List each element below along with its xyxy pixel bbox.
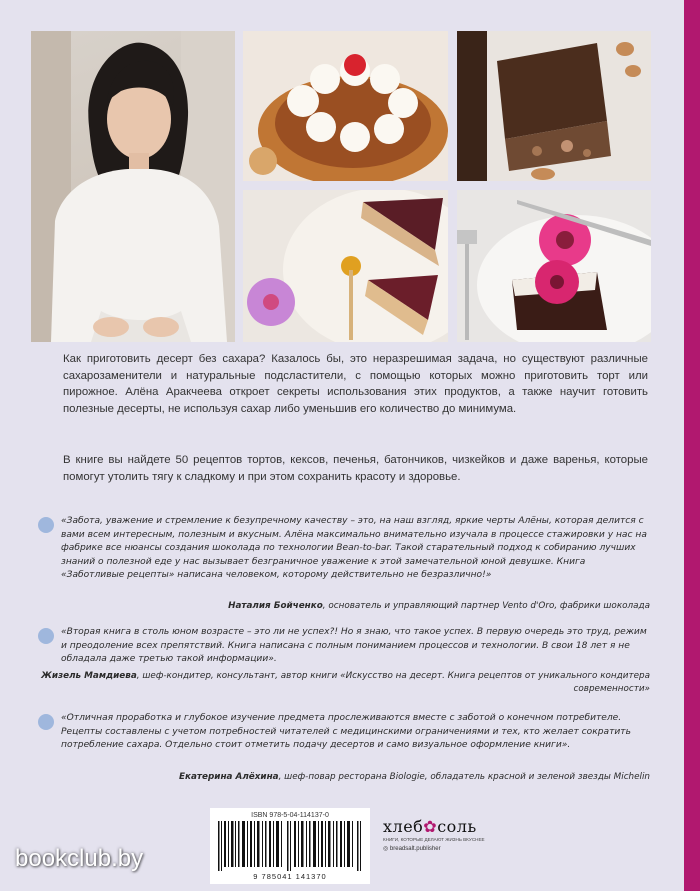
site-watermark: bookclub.by xyxy=(15,845,144,872)
publisher-tagline: КНИГИ, КОТОРЫЕ ДЕЛАЮТ ЖИЗНЬ ВКУСНЕЕ xyxy=(383,837,485,842)
isbn-label: ISBN 978-5-04-114137-0 xyxy=(251,812,329,819)
barcode-graphic xyxy=(216,821,364,871)
quote-2-author-name: Жизель Мамдиева xyxy=(41,671,137,681)
quote-1-author-name: Наталия Бойченко xyxy=(228,601,323,611)
quote-bullet-icon xyxy=(38,628,54,644)
publisher-name xyxy=(383,817,488,836)
publisher-name-part1: хлеб xyxy=(383,817,424,836)
isbn-number: 9 785041 141370 xyxy=(253,872,327,881)
quote-2-author-role: , шеф-кондитер, консультант, автор книги «Искусство на десерт. Книга рецептов от уникального кондитера современности» xyxy=(136,671,650,694)
quote-2-text: «Вторая книга в столь юном возрасте – это ли не успех?! Но я знаю, что такое успех. В первую очередь это труд, режим и преодоление всех препятствий. Книга написана с полным пониманием процессов и технологии. В свои 18 лет я не обладала даже третью такой информации». xyxy=(61,627,647,665)
flower-dessert-photo xyxy=(457,190,651,342)
chocolate-bars-photo xyxy=(457,31,651,181)
quote-1-author-role: , основатель и управляющий партнер Vento d'Oro, фабрики шоколада xyxy=(322,601,650,611)
description-paragraph-1: Как приготовить десерт без сахара? Казалось бы, это неразрешимая задача, но существуют различные сахарозаменители и натуральные подсластители, с помощью которых можно приготовить торт или пирожное. Алёна Аракчеева откроет секреты использования этих продуктов, а также научит готовить полезные десерты, не используя сахар либо уменьшив его количество до минимума. xyxy=(63,353,648,415)
quote-bullet-icon xyxy=(38,714,54,730)
isbn-barcode-box xyxy=(210,808,370,884)
quote-3-author-name: Екатерина Алёхина xyxy=(179,772,279,782)
quote-2-author xyxy=(30,670,650,696)
berry-cake-photo xyxy=(243,190,448,342)
quote-3-author xyxy=(30,771,650,784)
quote-3-author-role: , шеф-повар ресторана Biologie, обладатель красной и зеленой звезды Michelin xyxy=(278,772,650,782)
publisher-name-part2: соль xyxy=(437,817,477,836)
quote-3-text: «Отличная проработка и глубокое изучение предмета прослеживаются вместе с заботой о конечном потребителе. Рецепты составлены с учетом потребностей читателей с медицинскими ограничениями и тех, кто желает сократить потребление сахара. Отдельно стоит отметить подачу десертов и само визуальное оформление книги». xyxy=(61,713,631,751)
quote-bullet-icon xyxy=(38,517,54,533)
publisher-logo xyxy=(383,817,488,852)
quote-1-author xyxy=(30,600,650,613)
publisher-logo-mark-icon: ✿ xyxy=(423,817,438,836)
description-paragraph-2: В книге вы найдете 50 рецептов тортов, кексов, печенья, батончиков, чизкейков и даже варенья, которые помогут утолить тягу к сладкому и при этом сохранить красоту и здоровье. xyxy=(63,454,648,483)
cream-tart-photo xyxy=(243,31,448,181)
author-portrait-photo xyxy=(31,31,235,342)
quote-1-text: «Забота, уважение и стремление к безупречному качеству – это, на наш взгляд, яркие черты Алёны, которая делится с вами всем интересным, полезным и вкусным. Алёна максимально внимательно изучала в процессе стажировки у нас на фабрике все нюансы создания шоколада по технологии Bean-to-bar. Такой старательный подход к собиранию лучших знаний о полезной еде у нас вызывает безграничное уважение к этой замечательной юной девушке. Книга «Заботливые рецепты» написана человеком, которому действительно не безразлично!» xyxy=(61,516,647,581)
publisher-instagram-handle: ◎ breadsalt.publisher xyxy=(383,846,441,852)
accent-stripe xyxy=(684,0,700,891)
